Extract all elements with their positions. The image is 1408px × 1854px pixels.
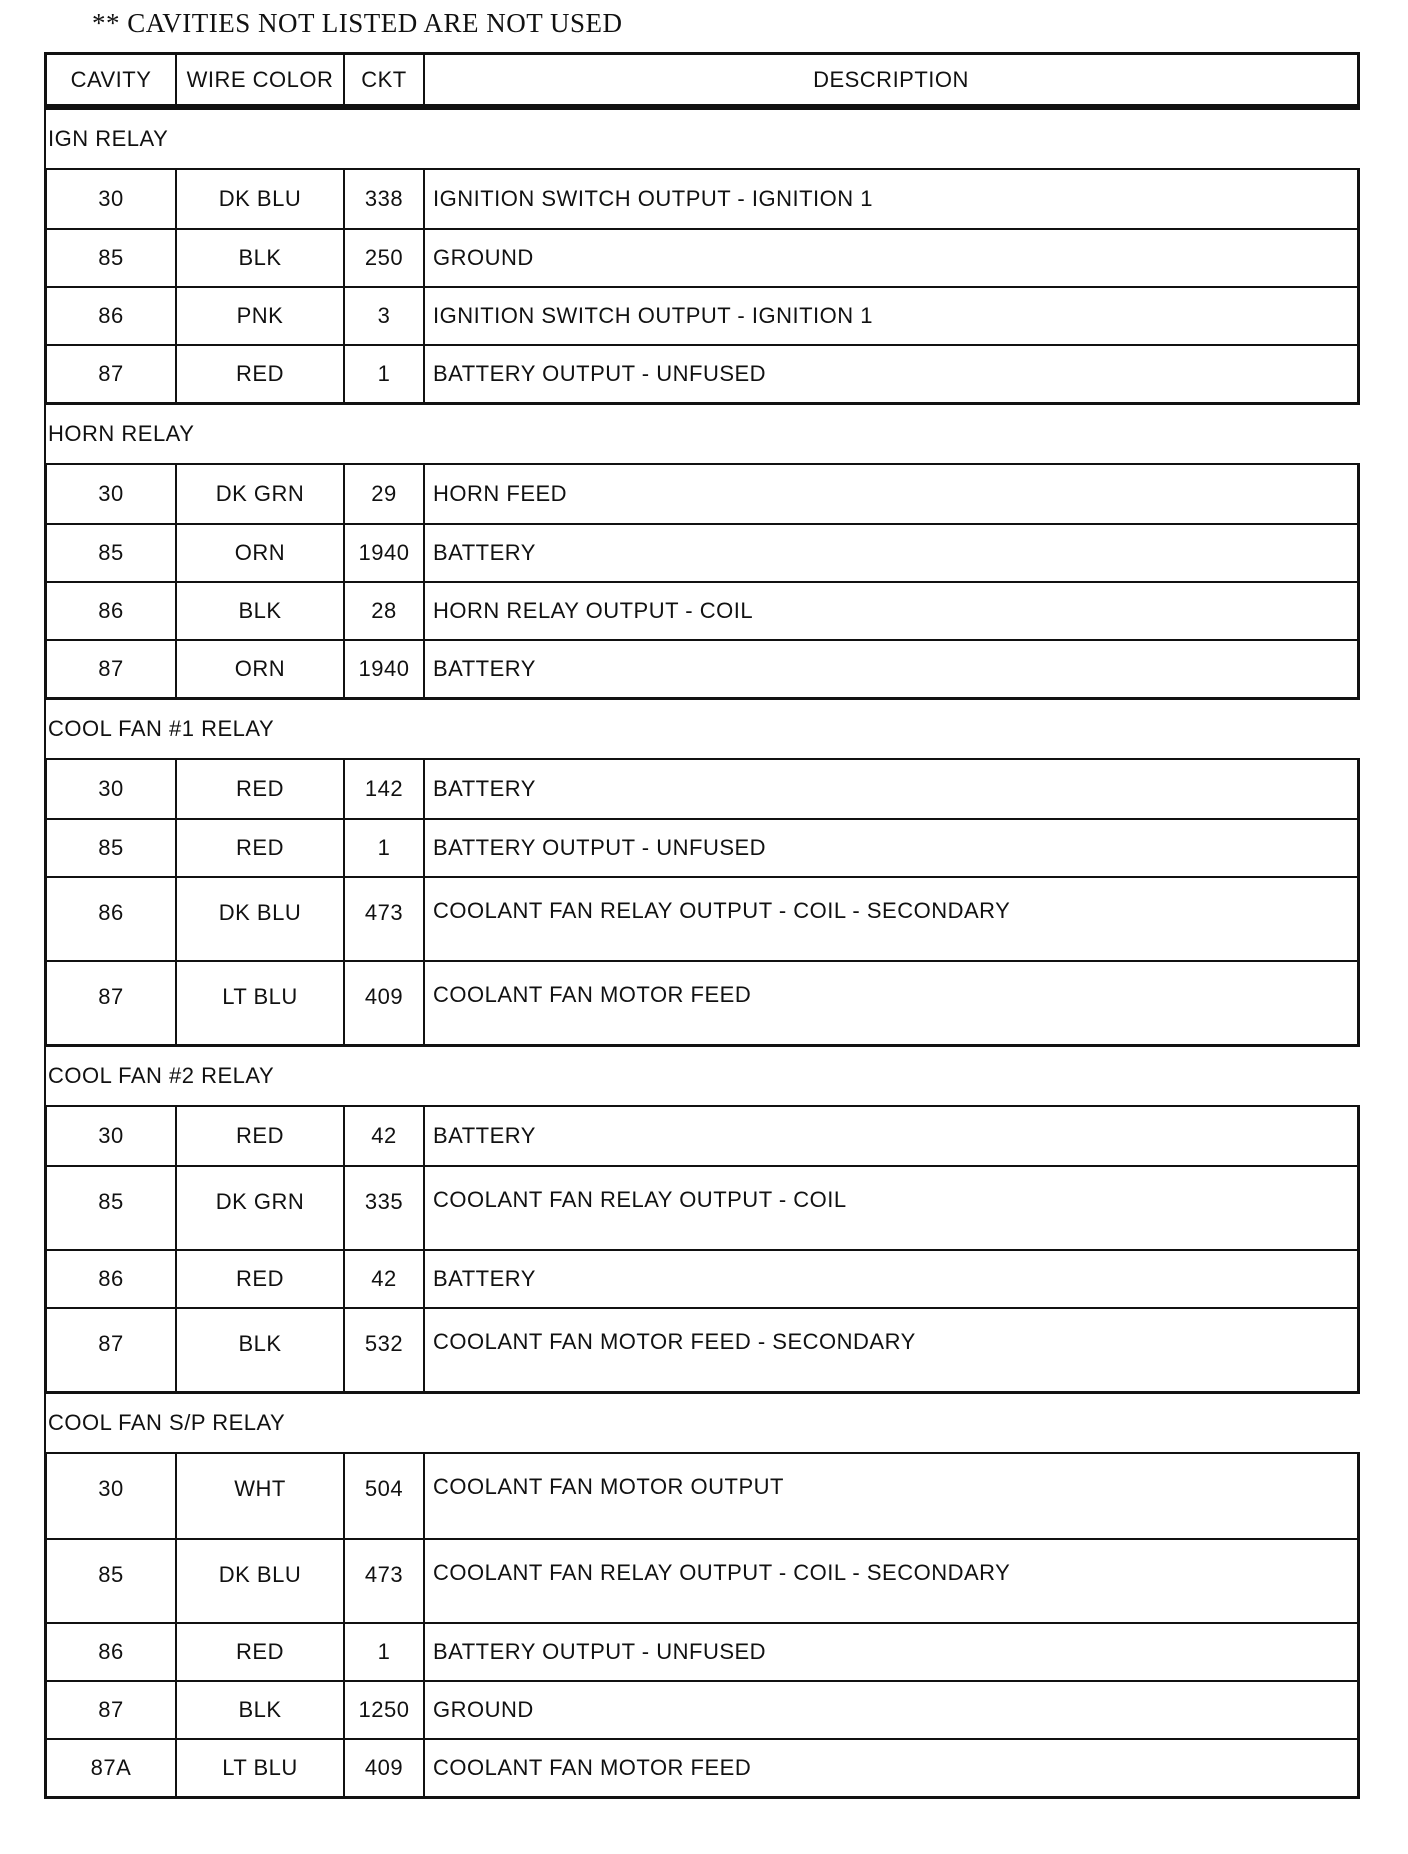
- wire-color-cell: BLK: [175, 583, 343, 639]
- cavity-cell: 30: [98, 1476, 124, 1501]
- ckt-cell: 1: [343, 820, 423, 876]
- wire-color-cell: DK GRN: [175, 465, 343, 523]
- section-title: IGN RELAY: [44, 110, 1360, 168]
- table-row: [47, 760, 1357, 818]
- cavity-cell: 85: [98, 1562, 124, 1587]
- cavity-cell: 87A: [90, 1755, 132, 1780]
- cavity-cell: 30: [98, 776, 124, 801]
- cavity-cell: 85: [98, 835, 124, 860]
- ckt-cell: 504: [343, 1454, 423, 1538]
- description-cell: IGNITION SWITCH OUTPUT - IGNITION 1: [423, 288, 1357, 344]
- table-row: [47, 1454, 1357, 1538]
- section-title: COOL FAN S/P RELAY: [44, 1394, 1360, 1452]
- wire-color-cell: DK BLU: [175, 878, 343, 960]
- ckt-cell: 250: [343, 230, 423, 286]
- table-row: [47, 581, 1357, 639]
- wire-color-cell: DK BLU: [175, 170, 343, 228]
- wire-color-cell: DK GRN: [175, 1167, 343, 1249]
- cavity-cell: 87: [98, 1331, 124, 1356]
- description-cell: COOLANT FAN MOTOR FEED - SECONDARY: [423, 1309, 1357, 1391]
- cavities-note: ** CAVITIES NOT LISTED ARE NOT USED: [92, 8, 623, 38]
- description-cell: COOLANT FAN RELAY OUTPUT - COIL - SECONDARY: [423, 878, 1357, 960]
- wire-color-cell: LT BLU: [175, 1740, 343, 1796]
- description-cell: BATTERY OUTPUT - UNFUSED: [423, 346, 1357, 402]
- table-row: [47, 1307, 1357, 1391]
- table-row: [47, 1680, 1357, 1738]
- wire-color-cell: BLK: [175, 230, 343, 286]
- table-row: [47, 286, 1357, 344]
- cavity-cell: 87: [98, 656, 124, 681]
- table-row: [47, 170, 1357, 228]
- ckt-cell: 473: [343, 878, 423, 960]
- ckt-cell: 3: [343, 288, 423, 344]
- cavity-cell: 87: [98, 361, 124, 386]
- connector-table: [44, 52, 1360, 1799]
- table-row: [47, 1738, 1357, 1796]
- description-cell: GROUND: [423, 230, 1357, 286]
- cavity-cell: 86: [98, 1266, 124, 1291]
- description-cell: BATTERY: [423, 1107, 1357, 1165]
- ckt-cell: 1940: [343, 525, 423, 581]
- description-cell: BATTERY OUTPUT - UNFUSED: [423, 820, 1357, 876]
- description-cell: COOLANT FAN MOTOR FEED: [423, 962, 1357, 1044]
- section-title: COOL FAN #2 RELAY: [44, 1047, 1360, 1105]
- cavity-cell: 87: [98, 984, 124, 1009]
- description-cell: COOLANT FAN MOTOR OUTPUT: [423, 1454, 1357, 1538]
- cavity-cell: 86: [98, 900, 124, 925]
- ckt-cell: 335: [343, 1167, 423, 1249]
- table-row: [47, 523, 1357, 581]
- table-header: [44, 52, 1360, 110]
- wire-color-cell: BLK: [175, 1682, 343, 1738]
- description-cell: GROUND: [423, 1682, 1357, 1738]
- description-cell: COOLANT FAN RELAY OUTPUT - COIL - SECONDARY: [423, 1540, 1357, 1622]
- ckt-cell: 42: [343, 1107, 423, 1165]
- wire-color-cell: BLK: [175, 1309, 343, 1391]
- relay-sections: [44, 110, 1360, 1799]
- description-cell: BATTERY OUTPUT - UNFUSED: [423, 1624, 1357, 1680]
- ckt-cell: 532: [343, 1309, 423, 1391]
- ckt-cell: 142: [343, 760, 423, 818]
- ckt-cell: 1250: [343, 1682, 423, 1738]
- ckt-cell: 473: [343, 1540, 423, 1622]
- wire-color-cell: RED: [175, 1107, 343, 1165]
- section-group: [44, 758, 1360, 1047]
- description-cell: BATTERY: [423, 641, 1357, 697]
- ckt-cell: 29: [343, 465, 423, 523]
- cavity-cell: 30: [98, 481, 124, 506]
- wire-color-cell: RED: [175, 1624, 343, 1680]
- ckt-cell: 28: [343, 583, 423, 639]
- description-cell: COOLANT FAN MOTOR FEED: [423, 1740, 1357, 1796]
- ckt-cell: 1: [343, 346, 423, 402]
- description-cell: IGNITION SWITCH OUTPUT - IGNITION 1: [423, 170, 1357, 228]
- table-row: [47, 639, 1357, 697]
- wire-color-cell: RED: [175, 346, 343, 402]
- wire-color-cell: RED: [175, 820, 343, 876]
- cavity-cell: 85: [98, 1189, 124, 1214]
- description-cell: HORN FEED: [423, 465, 1357, 523]
- cavity-cell: 87: [98, 1697, 124, 1722]
- ckt-cell: 338: [343, 170, 423, 228]
- section-group: [44, 1105, 1360, 1394]
- section-group: [44, 463, 1360, 700]
- wire-color-cell: ORN: [175, 641, 343, 697]
- ckt-cell: 1: [343, 1624, 423, 1680]
- table-row: [47, 1538, 1357, 1622]
- table-row: [47, 344, 1357, 402]
- table-row: [47, 1622, 1357, 1680]
- description-cell: BATTERY: [423, 760, 1357, 818]
- ckt-cell: 42: [343, 1251, 423, 1307]
- table-row: [47, 818, 1357, 876]
- header-description: DESCRIPTION: [423, 55, 1357, 104]
- wire-color-cell: RED: [175, 1251, 343, 1307]
- ckt-cell: 1940: [343, 641, 423, 697]
- cavity-cell: 86: [98, 1639, 124, 1664]
- table-row: [47, 465, 1357, 523]
- table-row: [47, 228, 1357, 286]
- description-cell: BATTERY: [423, 1251, 1357, 1307]
- description-cell: BATTERY: [423, 525, 1357, 581]
- description-cell: COOLANT FAN RELAY OUTPUT - COIL: [423, 1167, 1357, 1249]
- wire-color-cell: ORN: [175, 525, 343, 581]
- cavity-cell: 85: [98, 245, 124, 270]
- ckt-cell: 409: [343, 1740, 423, 1796]
- header-wire-color: WIRE COLOR: [175, 55, 343, 104]
- section-title: COOL FAN #1 RELAY: [44, 700, 1360, 758]
- table-row: [47, 1107, 1357, 1165]
- wire-color-cell: RED: [175, 760, 343, 818]
- table-row: [47, 1249, 1357, 1307]
- cavity-cell: 30: [98, 186, 124, 211]
- cavity-cell: 30: [98, 1123, 124, 1148]
- table-row: [47, 960, 1357, 1044]
- cavity-cell: 85: [98, 540, 124, 565]
- table-row: [47, 1165, 1357, 1249]
- wire-color-cell: WHT: [175, 1454, 343, 1538]
- wire-color-cell: LT BLU: [175, 962, 343, 1044]
- ckt-cell: 409: [343, 962, 423, 1044]
- cavity-cell: 86: [98, 303, 124, 328]
- wire-color-cell: PNK: [175, 288, 343, 344]
- header-cavity: CAVITY: [70, 66, 152, 92]
- section-title: HORN RELAY: [44, 405, 1360, 463]
- section-group: [44, 1452, 1360, 1799]
- section-group: [44, 168, 1360, 405]
- table-row: [47, 876, 1357, 960]
- header-ckt: CKT: [343, 55, 423, 104]
- wire-color-cell: DK BLU: [175, 1540, 343, 1622]
- cavity-cell: 86: [98, 598, 124, 623]
- description-cell: HORN RELAY OUTPUT - COIL: [423, 583, 1357, 639]
